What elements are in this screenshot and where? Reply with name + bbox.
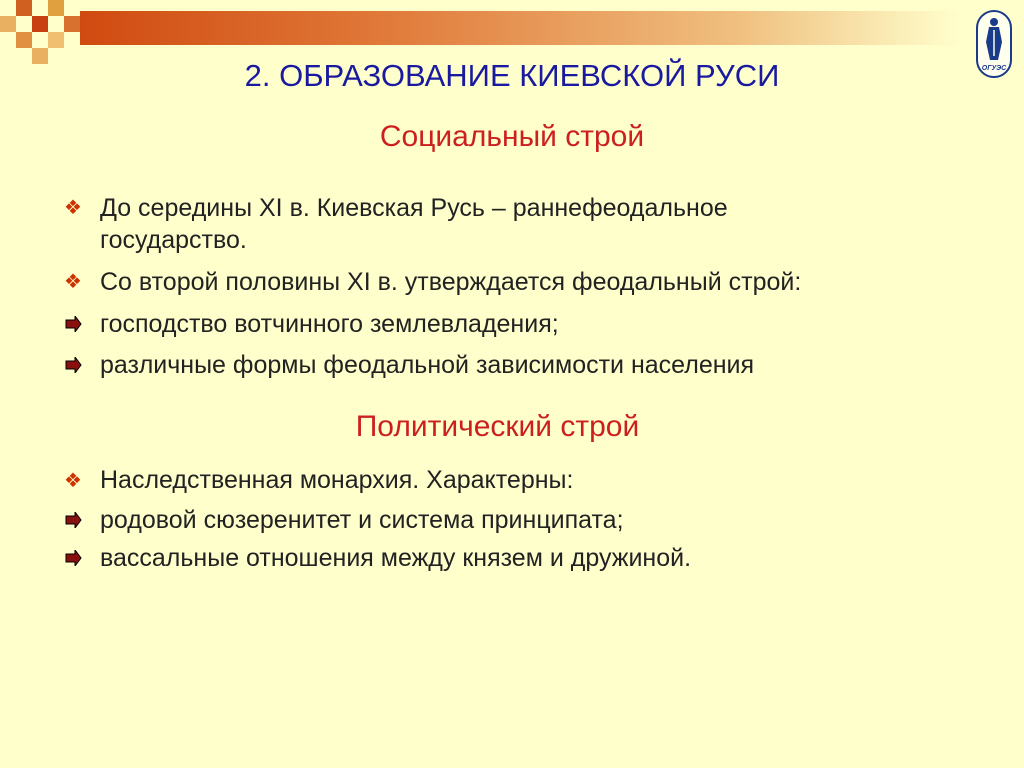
social-item-1-line-1: До середины XI в. Киевская Русь – раннефеодальное — [100, 194, 728, 222]
arrow-bullet-icon — [64, 512, 84, 532]
diamond-bullet-icon: ❖ — [64, 271, 82, 293]
header-gradient-bar — [80, 11, 960, 45]
social-item-3: господство вотчинного землевладения; — [100, 310, 559, 338]
social-heading: Социальный строй — [379, 120, 645, 153]
decorative-squares — [0, 0, 80, 60]
political-heading: Политический строй — [355, 410, 640, 443]
diamond-bullet-icon: ❖ — [64, 470, 82, 492]
social-item-2: Со второй половины XI в. утверждается феодальный строй: — [100, 268, 802, 296]
logo-text: ОГУЭС — [981, 65, 1007, 72]
slide-title: 2. ОБРАЗОВАНИЕ КИЕВСКОЙ РУСИ — [244, 58, 780, 93]
political-item-1: Наследственная монархия. Характерны: — [100, 466, 574, 494]
political-item-2: родовой сюзеренитет и система принципата; — [100, 506, 624, 534]
statue-icon — [980, 16, 1008, 62]
arrow-bullet-icon — [64, 357, 84, 377]
social-item-1-line-2: государство. — [100, 226, 247, 254]
arrow-bullet-icon — [64, 550, 84, 570]
political-item-3: вассальные отношения между князем и дружиной. — [100, 544, 692, 572]
social-item-4: различные формы феодальной зависимости населения — [100, 351, 755, 379]
diamond-bullet-icon: ❖ — [64, 197, 82, 219]
arrow-bullet-icon — [64, 316, 84, 336]
